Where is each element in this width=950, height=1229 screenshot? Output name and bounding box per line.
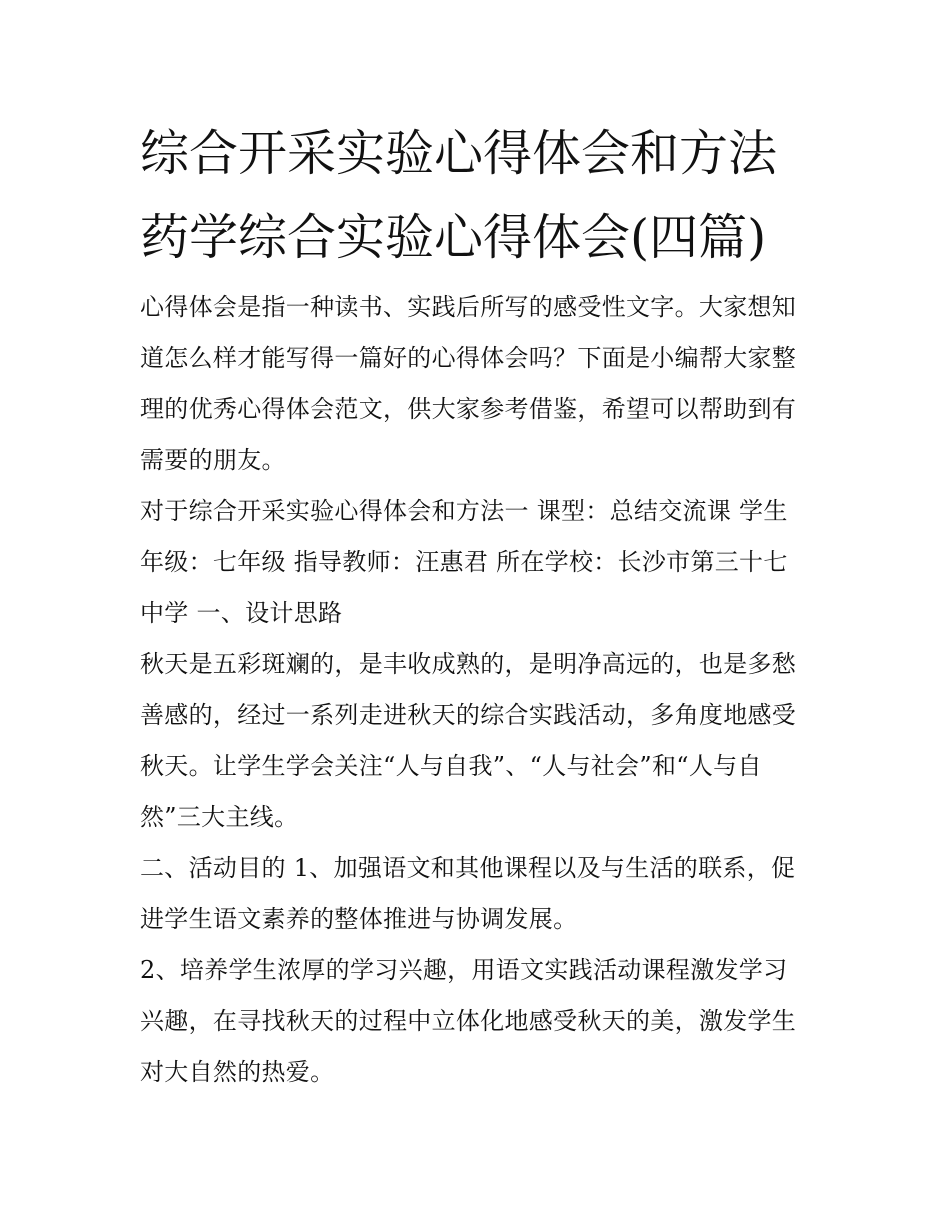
document-page bbox=[140, 112, 820, 1098]
objective-paragraph-2 bbox=[140, 945, 820, 1098]
paragraph-line: 秋天是五彩斑斓的，是丰收成熟的，是明净高远的，也是多愁 bbox=[140, 650, 797, 678]
paragraph-line: 理的优秀心得体会范文，供大家参考借鉴，希望可以帮助到有 bbox=[140, 395, 797, 423]
paragraph-line: 对于综合开采实验心得体会和方法一 课型：总结交流课 学生 bbox=[140, 497, 788, 525]
objective-paragraph-1 bbox=[140, 843, 820, 945]
document-title bbox=[140, 112, 820, 280]
paragraph-line: 2、培养学生浓厚的学习兴趣，用语文实践活动课程激发学习 bbox=[140, 956, 788, 984]
paragraph-line: 二、活动目的 1、加强语文和其他课程以及与生活的联系，促 bbox=[140, 854, 796, 882]
paragraph-line: 兴趣，在寻找秋天的过程中立体化地感受秋天的美，激发学生 bbox=[140, 1007, 797, 1035]
paragraph-line: 对大自然的热爱。 bbox=[140, 1058, 335, 1086]
intro-paragraph bbox=[140, 282, 820, 486]
paragraph-line: 然”三大主线。 bbox=[140, 803, 299, 831]
title-line-2: 药学综合实验心得体会(四篇) bbox=[140, 209, 767, 266]
paragraph-line: 年级：七年级 指导教师：汪惠君 所在学校：长沙市第三十七 bbox=[140, 548, 788, 576]
paragraph-line: 中学 一、设计思路 bbox=[140, 599, 343, 627]
paragraph-line: 需要的朋友。 bbox=[140, 446, 286, 474]
paragraph-line: 进学生语文素养的整体推进与协调发展。 bbox=[140, 905, 578, 933]
paragraph-line: 心得体会是指一种读书、实践后所写的感受性文字。大家想知 bbox=[140, 293, 797, 321]
paragraph-line: 秋天。让学生学会关注“人与自我”、“人与社会”和“人与自 bbox=[140, 752, 762, 780]
paragraph-line: 道怎么样才能写得一篇好的心得体会吗？下面是小编帮大家整 bbox=[140, 344, 797, 372]
paragraph-line: 善感的，经过一系列走进秋天的综合实践活动，多角度地感受 bbox=[140, 701, 797, 729]
course-info-paragraph bbox=[140, 486, 820, 639]
title-line-1: 综合开采实验心得体会和方法 bbox=[140, 125, 778, 182]
design-idea-paragraph bbox=[140, 639, 820, 843]
